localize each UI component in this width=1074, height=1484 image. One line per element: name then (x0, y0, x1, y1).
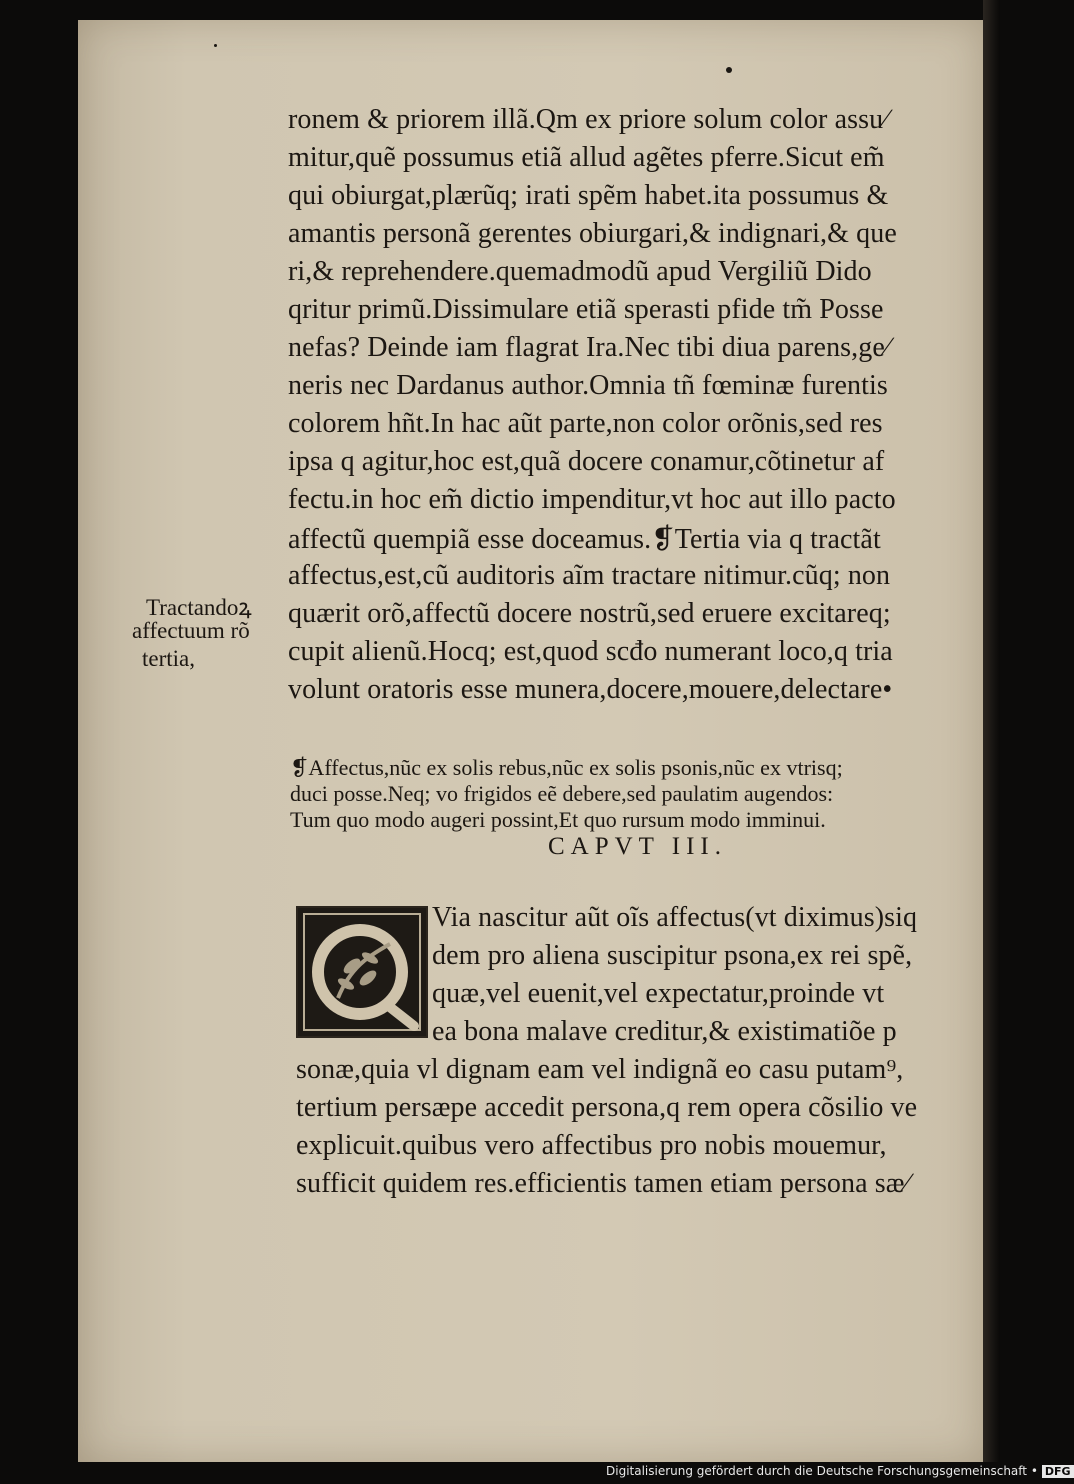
page-speck (214, 44, 217, 47)
text-line: affectus,est,cũ auditoris aĩm tractare nitimur.cũq; non (288, 560, 891, 591)
dfg-logo: DFG (1042, 1465, 1074, 1478)
text-line: dem pro aliena suscipitur psona,ex rei spẽ, (432, 940, 913, 971)
page-edge-shadow (983, 0, 1000, 1462)
summary-line: ❡Affectus,nũc ex solis rebus,nũc ex solis psonis,nũc ex vtrisq; (290, 755, 843, 780)
text-line: sufficit quidem res.efficientis tamen etiam persona sæ∕ (296, 1168, 910, 1199)
text-line: ipsa q agitur,hoc est,quã docere conamur,cõtinetur af (288, 446, 885, 477)
marginal-note-line: affectuum rõ (132, 618, 250, 643)
text-line: colorem hñt.In hac aũt parte,non color orõnis,sed res (288, 408, 883, 439)
decorated-initial-q-icon (296, 906, 428, 1038)
text-line: qritur primũ.Dissimulare etiã sperasti pfide tm̃ Posse (288, 294, 884, 325)
text-line: sonæ,quia vl dignam eam vel indignã eo casu putam⁹, (296, 1054, 904, 1085)
text-line: qui obiurgat,plærũq; irati spẽm habet.ita possumus & (288, 180, 889, 211)
text-line: volunt oratoris esse munera,docere,mouere,delectare• (288, 674, 893, 705)
text-line: neris nec Dardanus author.Omnia tñ fœminæ furentis (288, 370, 888, 401)
text-line: ri,& reprehendere.quemadmodũ apud Vergiliũ Dido (288, 256, 872, 287)
text-line: Via nascitur aũt oĩs affectus(vt diximus)siq (432, 902, 918, 933)
summary-line: duci posse.Neq; vo frigidos eẽ debere,sed paulatim augendos: (290, 781, 834, 806)
page-speck (726, 67, 732, 73)
text-line: ea bona malave creditur,& existimatiõe p (432, 1016, 897, 1047)
digitization-credit (606, 1464, 1074, 1478)
text-line: fectu.in hoc em̃ dictio impenditur,vt hoc aut illo pacto (288, 484, 896, 515)
text-line: quæ,vel euenit,vel expectatur,proinde vt (432, 978, 885, 1009)
text-line: mitur,quẽ possumus etiã allud agẽtes pferre.Sicut em̃ (288, 142, 885, 173)
text-line: nefas? Deinde iam flagrat Ira.Nec tibi diua parens,ge∕ (288, 332, 890, 363)
summary-line: Tum quo modo augeri possint,Et quo rursum modo imminui. (290, 807, 826, 832)
credit-text: Digitalisierung gefördert durch die Deutsche Forschungsgemeinschaft • (606, 1464, 1038, 1478)
chapter-heading: CAPVT III. (548, 833, 727, 860)
text-line: ronem & priorem illã.Qm ex priore solum color assu∕ (288, 104, 888, 135)
text-line: explicuit.quibus vero affectibus pro nobis mouemur, (296, 1130, 887, 1161)
text-line: amantis personã gerentes obiurgari,& indignari,& que (288, 218, 897, 249)
text-line: quærit orõ,affectũ docere nostrũ,sed eruere excitareq; (288, 598, 891, 629)
marginal-note-line: Tractandoꝝ (146, 595, 252, 620)
text-line: affectũ quempiã esse doceamus.❡Tertia via q tractãt (288, 524, 881, 555)
text-line: tertium persæpe accedit persona,q rem opera cõsilio ve (296, 1092, 918, 1123)
text-line: cupit alienũ.Hocq; est,quod scđo numerant loco,q tria (288, 636, 893, 667)
marginal-note-line: tertia, (142, 646, 195, 671)
